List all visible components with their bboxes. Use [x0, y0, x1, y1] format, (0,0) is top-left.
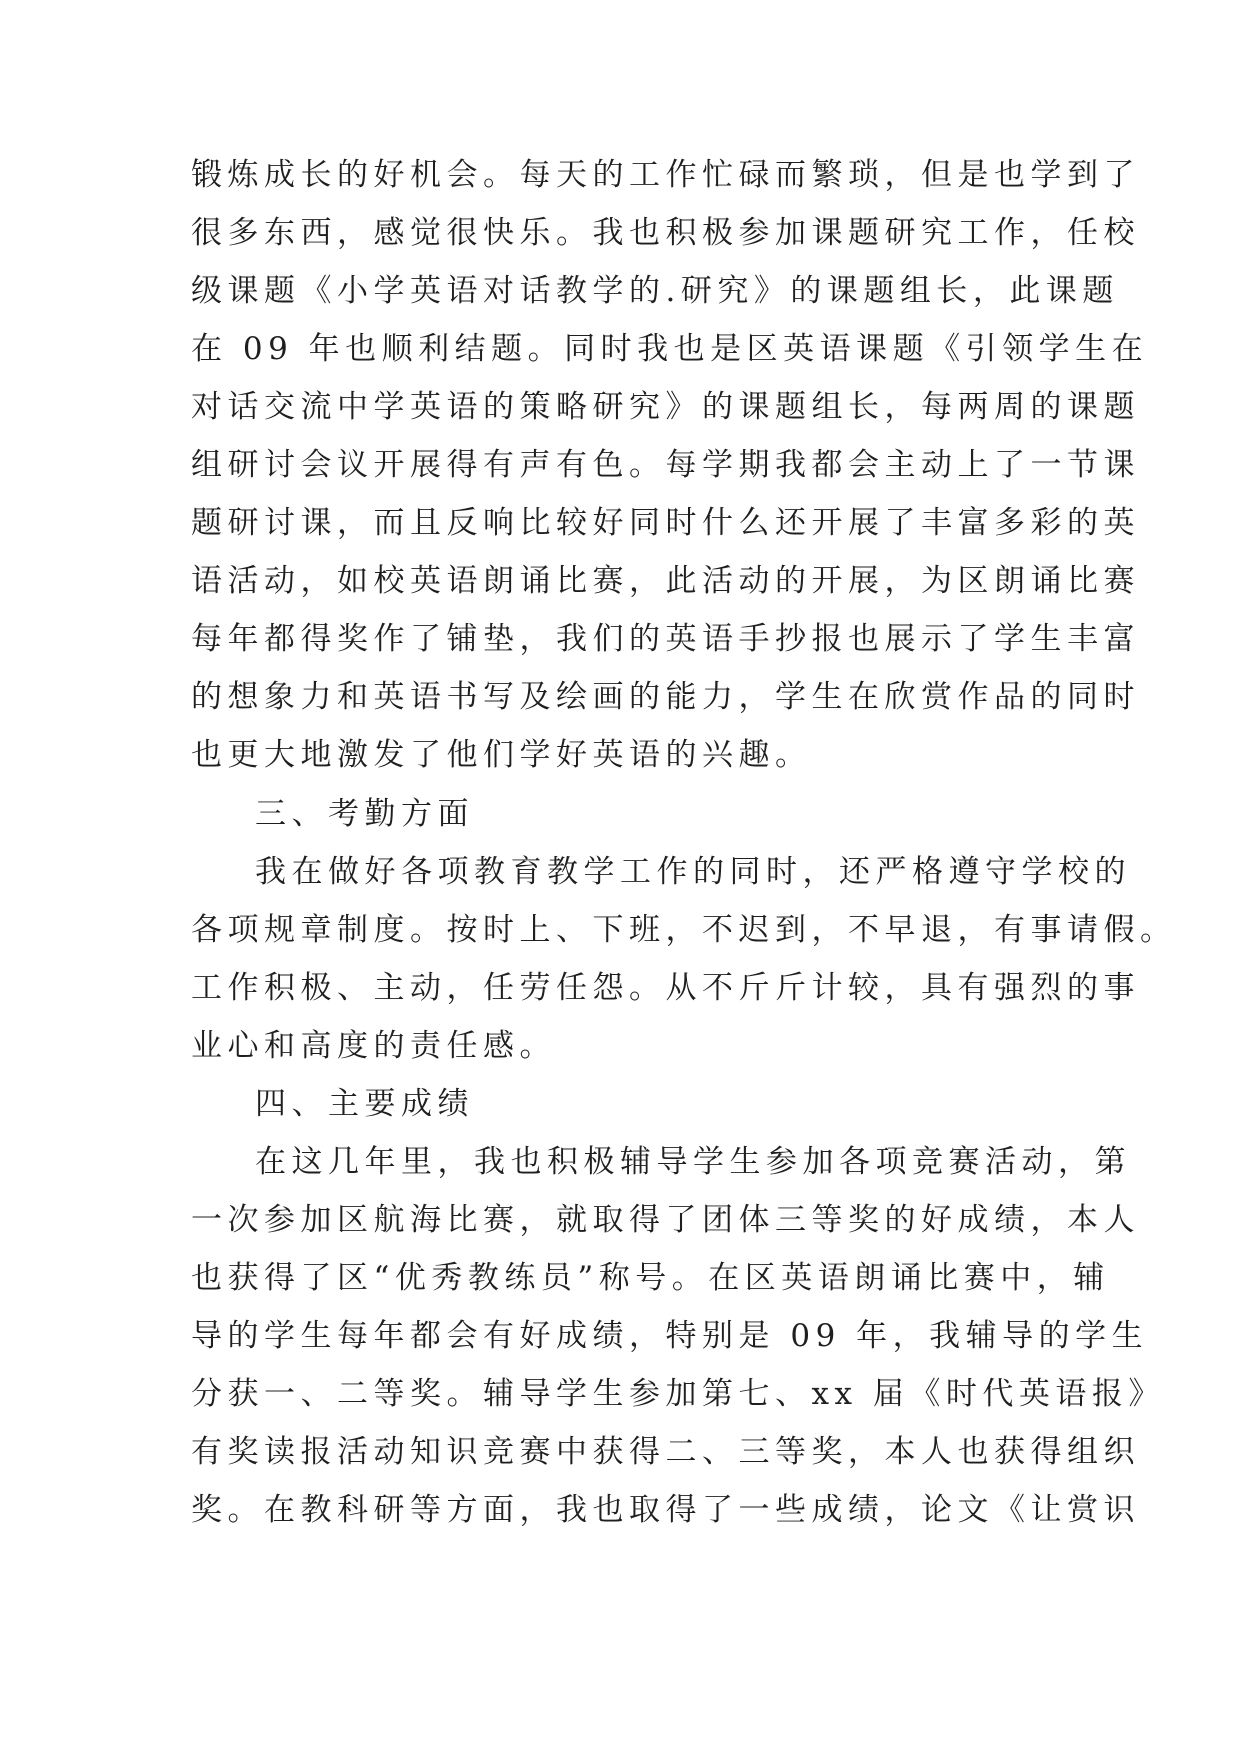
text-line-13: 我在做好各项教育教学工作的同时，还严格遵守学校的	[255, 854, 1131, 890]
text-line-7: 题研讨课，而且反响比较好同时什么还开展了丰富多彩的英	[191, 505, 1140, 541]
text-line-10: 的想象力和英语书写及绘画的能力，学生在欣赏作品的同时	[191, 679, 1140, 715]
text-line-21: 导的学生每年都会有好成绩，特别是 09 年，我辅导的学生	[191, 1318, 1149, 1354]
text-line-24: 奖。在教科研等方面，我也取得了一些成绩，论文《让赏识	[191, 1492, 1140, 1528]
text-line-5: 对话交流中学英语的策略研究》的课题组长，每两周的课题	[191, 389, 1140, 425]
text-line-15: 工作积极、主动，任劳任怨。从不斤斤计较，具有强烈的事	[191, 970, 1140, 1006]
text-line-22: 分获一、二等奖。辅导学生参加第七、xx 届《时代英语报》	[191, 1376, 1165, 1412]
text-line-16: 业心和高度的责任感。	[191, 1028, 556, 1064]
text-line-2: 很多东西，感觉很快乐。我也积极参加课题研究工作，任校	[191, 215, 1140, 251]
text-line-9: 每年都得奖作了铺垫，我们的英语手抄报也展示了学生丰富	[191, 621, 1140, 657]
text-line-1: 锻炼成长的好机会。每天的工作忙碌而繁琐，但是也学到了	[191, 157, 1140, 193]
text-line-11: 也更大地激发了他们学好英语的兴趣。	[191, 737, 812, 773]
section-heading-achievements: 四、主要成绩	[255, 1086, 474, 1122]
section-heading-attendance: 三、考勤方面	[255, 796, 474, 832]
text-line-8: 语活动，如校英语朗诵比赛，此活动的开展，为区朗诵比赛	[191, 563, 1140, 599]
text-line-14: 各项规章制度。按时上、下班，不迟到，不早退，有事请假。	[191, 912, 1177, 948]
text-line-6: 组研讨会议开展得有声有色。每学期我都会主动上了一节课	[191, 447, 1140, 483]
text-line-19: 一次参加区航海比赛，就取得了团体三等奖的好成绩，本人	[191, 1202, 1140, 1238]
text-line-3: 级课题《小学英语对话教学的.研究》的课题组长，此课题	[191, 273, 1119, 309]
text-line-20: 也获得了区“优秀教练员”称号。在区英语朗诵比赛中，辅	[191, 1260, 1110, 1296]
text-line-18: 在这几年里，我也积极辅导学生参加各项竞赛活动，第	[255, 1144, 1131, 1180]
text-line-4: 在 09 年也顺利结题。同时我也是区英语课题《引领学生在	[191, 331, 1149, 367]
text-line-23: 有奖读报活动知识竞赛中获得二、三等奖，本人也获得组织	[191, 1434, 1140, 1470]
